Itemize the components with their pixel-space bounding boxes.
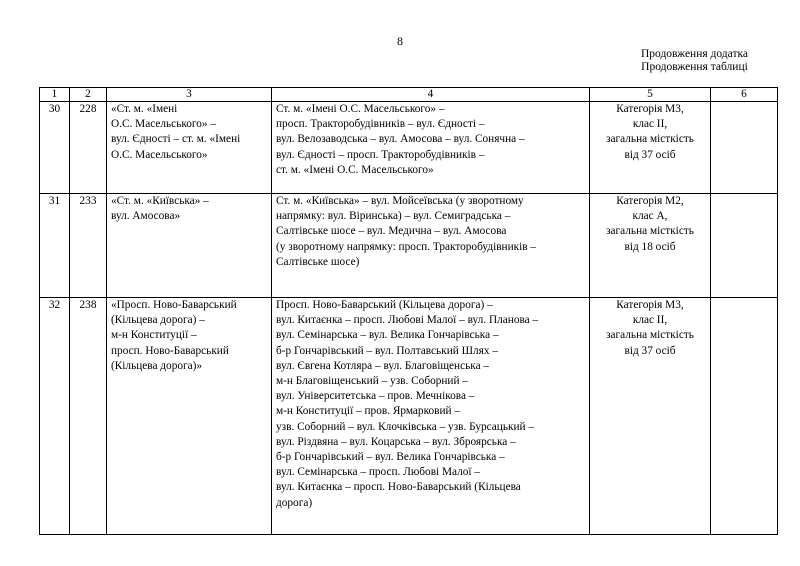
table-row [40,194,778,298]
route-name [107,194,272,298]
row-number: 32 [40,298,70,535]
table-row [40,102,778,194]
route-path-line: вул. Університетська – пров. Мечнікова – [276,390,475,403]
category-line: клас ІІ, [632,118,668,131]
route-name [107,102,272,194]
route-path-line: (у зворотному напрямку: просп. Тракторобудівників – [276,240,537,253]
header-cell: 1 [40,88,70,102]
extra-cell [711,298,778,535]
continuation-note [641,48,748,74]
route-number: 228 [70,102,107,194]
row-number: 31 [40,194,70,298]
header-cell: 3 [107,88,272,102]
table-header-row [40,88,778,102]
header-cell: 5 [590,88,711,102]
extra-cell [711,102,778,194]
row-number: 30 [40,102,70,194]
vehicle-category [590,298,711,535]
route-name-line: «Ст. м. «Імені [111,103,178,115]
route-name-line: вул. Єдності – ст. м. «Імені [111,133,241,146]
route-path-line: Салтівське шосе – вул. Медична – вул. Амосова [276,225,507,238]
route-path-line: вул. Китаєнка – просп. Любові Малої – вул. Планова – [276,314,539,327]
category-line: загальна місткість [606,225,694,238]
route-name-line: О.С. Масельського» – [111,118,217,131]
route-path-line: м-н Конституції – пров. Ярмарковий – [276,405,461,418]
route-name [107,298,272,535]
category-line: Категорія М2, [616,195,684,207]
route-path-line: м-н Благовіщенський – узв. Соборний – [276,375,468,388]
route-name-line: (Кільцева дорога) – [111,314,205,327]
route-path-line: Просп. Ново-Баварський (Кільцева дорога) – [276,299,493,311]
routes-table [39,87,778,535]
category-line: від 37 осіб [624,344,676,357]
extra-cell [711,194,778,298]
route-name-line: «Ст. м. «Київська» – [111,195,209,207]
page-number: 8 [397,34,403,48]
route-path-line: б-р Гончарівський – вул. Велика Гончарівська – [276,451,505,464]
category-line: загальна місткість [606,329,694,342]
route-path-line: Ст. м. «Київська» – вул. Мойсеївська (у зворотному [276,195,524,207]
route-path-line: вул. Китаєнка – просп. Ново-Баварський (Кільцева [276,481,521,494]
route-path-line: вул. Семінарська – просп. Любові Малої – [276,466,481,479]
route-path-line: дорога) [276,496,313,509]
route-path-line: Ст. м. «Імені О.С. Масельського» – [276,103,445,115]
route-path-line: б-р Гончарівський – вул. Полтавський Шлях – [276,344,498,357]
route-path-line: вул. Єдності – просп. Тракторобудівників – [276,148,485,161]
route-path [272,102,590,194]
route-path-line: вул. Велозаводська – вул. Амосова – вул. Сонячна – [276,133,525,146]
category-line: клас А, [632,210,668,223]
table-row [40,298,778,535]
route-number: 238 [70,298,107,535]
route-name-line: О.С. Масельського» [111,148,208,161]
category-line: Категорія М3, [616,103,684,115]
category-line: загальна місткість [606,133,694,146]
route-path-line: ст. м. «Імені О.С. Масельського» [276,163,434,176]
vehicle-category [590,102,711,194]
header-cell: 2 [70,88,107,102]
route-name-line: «Просп. Ново-Баварський [111,299,237,311]
header-cell: 6 [711,88,778,102]
category-line: від 37 осіб [624,148,676,161]
route-name-line: вул. Амосова» [111,210,181,223]
route-path [272,298,590,535]
route-name-line: м-н Конституції – [111,329,197,342]
continuation-appendix: Продовження додатка [640,48,748,60]
continuation-table: Продовження таблиці [641,61,748,73]
route-path-line: Салтівське шосе) [276,255,360,268]
route-path-line: вул. Євгена Котляра – вул. Благовіщенська – [276,359,490,372]
category-line: клас ІІ, [632,314,668,327]
category-line: Категорія М3, [616,299,684,311]
route-path-line: вул. Семінарська – вул. Велика Гончарівська – [276,329,499,342]
route-path-line: узв. Соборний – вул. Клочківська – узв. Бурсацький – [276,420,535,433]
header-cell: 4 [272,88,590,102]
route-path [272,194,590,298]
route-number: 233 [70,194,107,298]
route-path-line: вул. Різдвяна – вул. Коцарська – вул. Зброярська – [276,435,516,448]
route-path-line: просп. Тракторобудівників – вул. Єдності – [276,118,485,131]
category-line: від 18 осіб [624,240,676,253]
route-name-line: (Кільцева дорога)» [111,359,203,372]
vehicle-category [590,194,711,298]
route-path-line: напрямку: вул. Віринська) – вул. Семиградська – [276,210,511,223]
route-name-line: просп. Ново-Баварський [111,344,229,357]
